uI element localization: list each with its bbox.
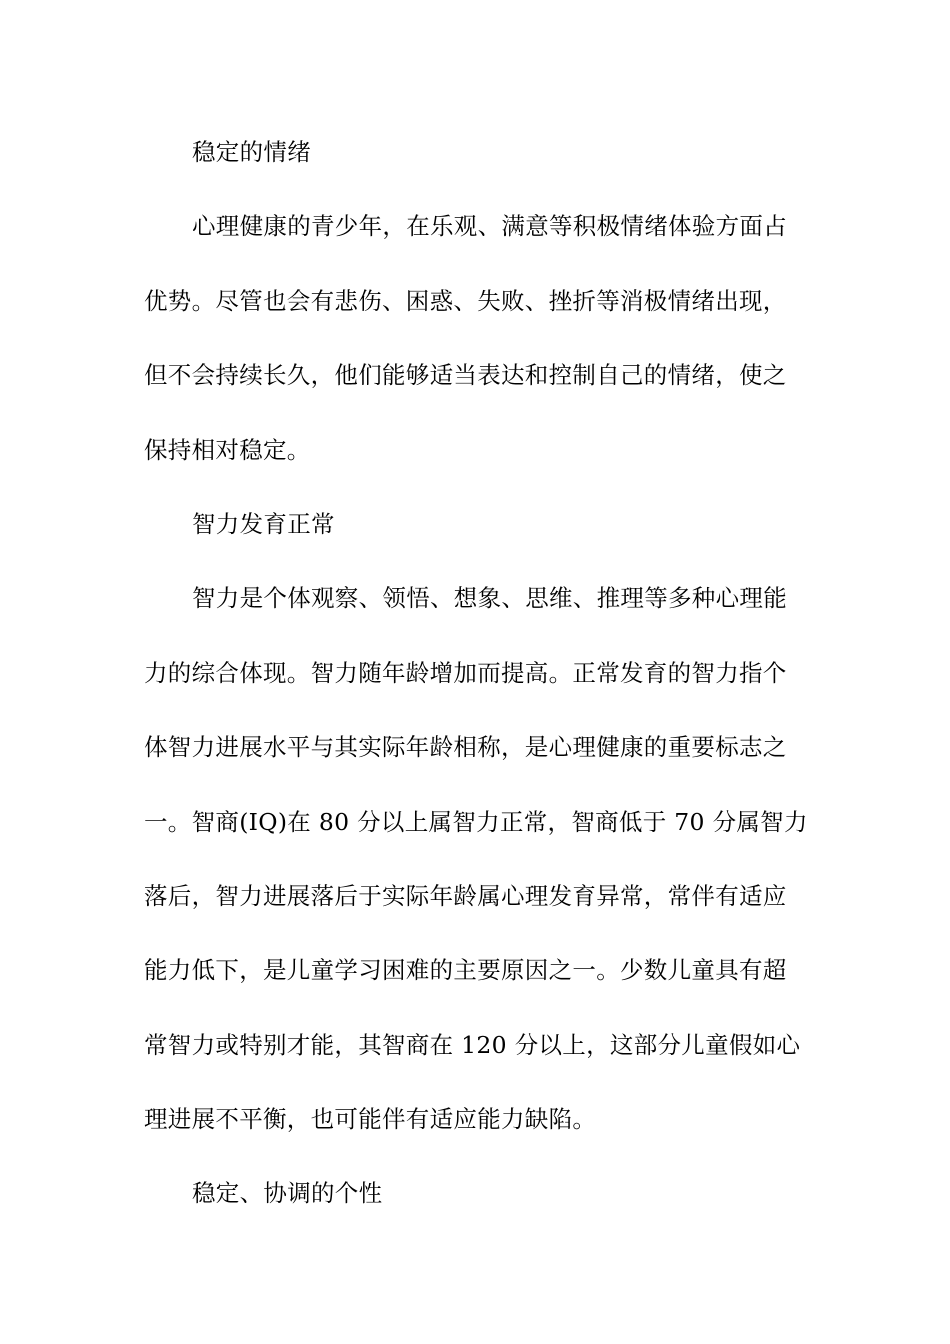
paragraph-line: 能力低下，是儿童学习困难的主要原因之一。少数儿童具有超	[144, 956, 787, 985]
paragraph-line: 落后，智力进展落后于实际年龄属心理发育异常，常伴有适应	[144, 881, 787, 910]
section-heading-emotion: 稳定的情绪	[192, 138, 311, 166]
document-body	[144, 128, 808, 1244]
section-heading-personality: 稳定、协调的个性	[192, 1179, 383, 1208]
section-heading-intelligence: 智力发育正常	[192, 509, 335, 538]
paragraph-line: 心理健康的青少年，在乐观、满意等积极情绪体验方面占	[192, 212, 787, 241]
paragraph-line: 常智力或特别才能，其智商在 120 分以上，这部分儿童假如心	[144, 1030, 801, 1059]
paragraph-line: 力的综合体现。智力随年龄增加而提高。正常发育的智力指个	[144, 658, 787, 687]
paragraph-line: 但不会持续长久，他们能够适当表达和控制自己的情绪，使之	[144, 361, 787, 390]
paragraph-line: 理进展不平衡，也可能伴有适应能力缺陷。	[144, 1105, 597, 1134]
paragraph-line: 一。智商(IQ)在 80 分以上属智力正常，智商低于 70 分属智力	[144, 807, 808, 836]
paragraph-line: 保持相对稳定。	[144, 435, 311, 464]
paragraph-line: 优势。尽管也会有悲伤、困惑、失败、挫折等消极情绪出现，	[144, 286, 787, 315]
paragraph-line: 体智力进展水平与其实际年龄相称，是心理健康的重要标志之	[144, 733, 787, 762]
paragraph-line: 智力是个体观察、领悟、想象、思维、推理等多种心理能	[192, 584, 787, 613]
